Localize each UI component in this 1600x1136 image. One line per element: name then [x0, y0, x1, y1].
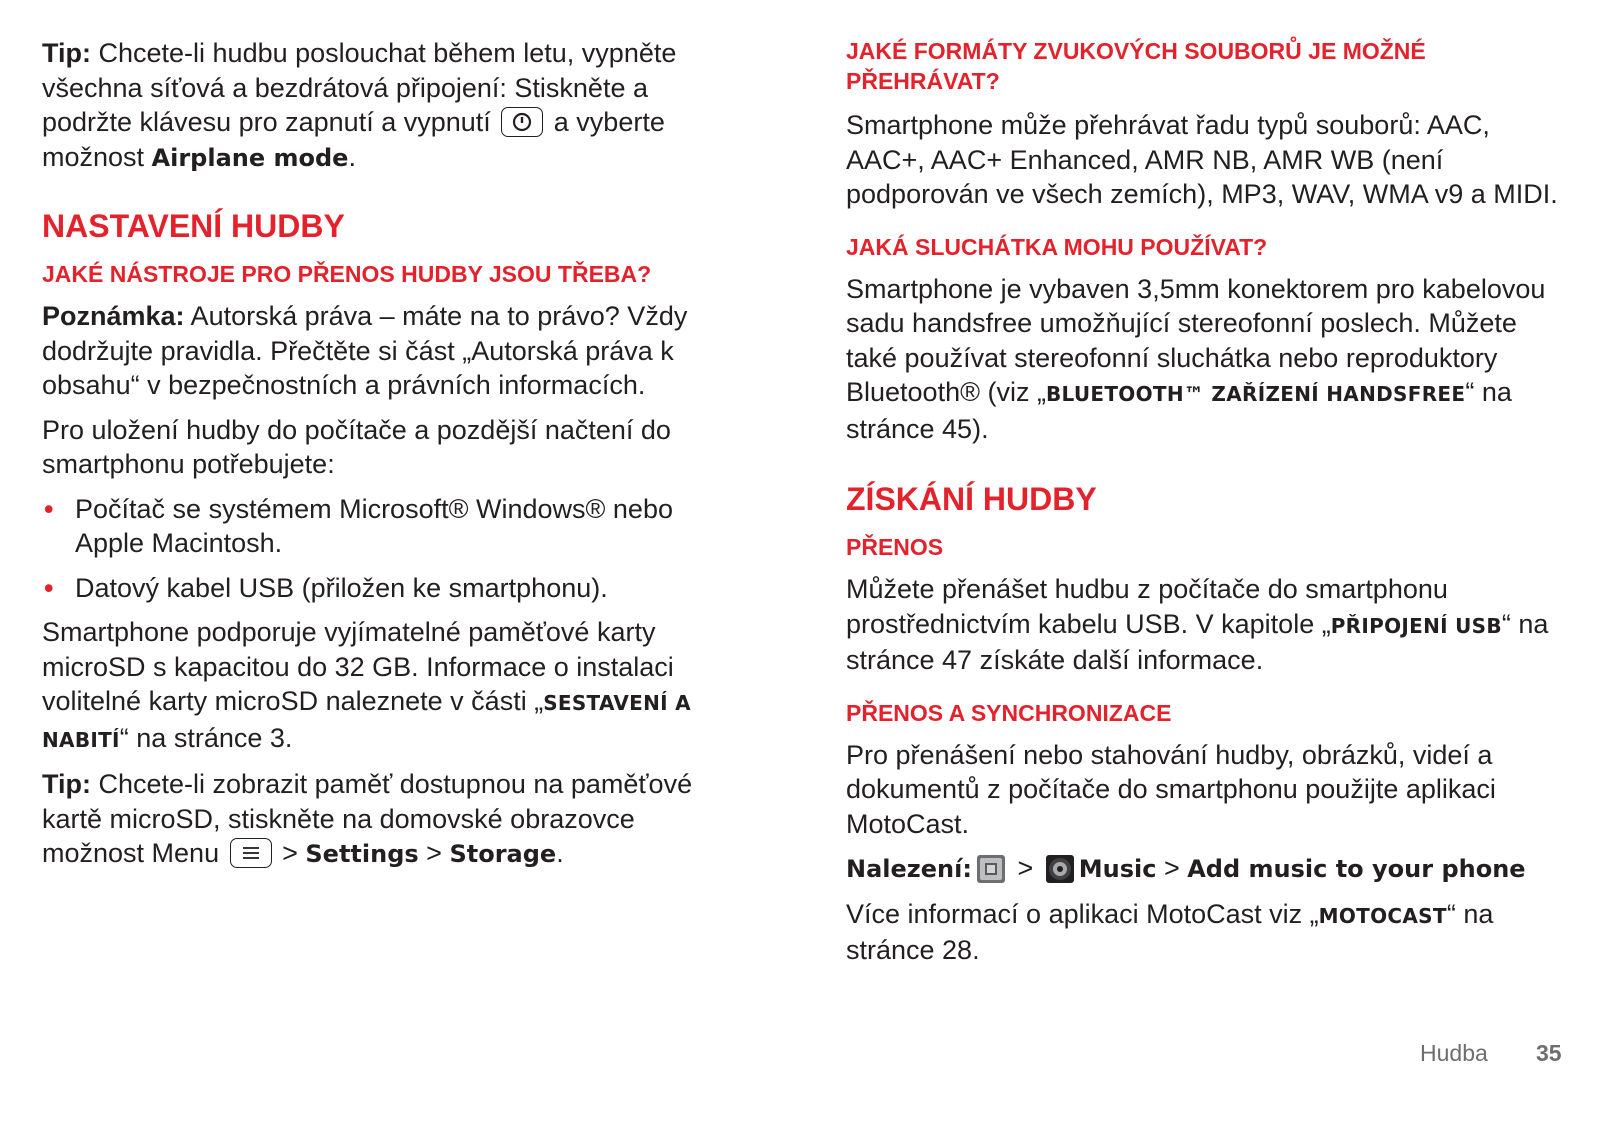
left-column — [42, 36, 742, 872]
bullet-icon: • — [44, 572, 54, 603]
right-column — [846, 36, 1566, 968]
subheading-transfer: PŘENOS — [846, 534, 944, 560]
motocast-paragraph: Více informací o aplikaci MotoCast viz „MOTOCAST“ na stránce 28. — [846, 898, 1494, 965]
list-item: • Datový kabel USB (přiložen ke smartphonu). — [42, 571, 742, 606]
tip-airplane: Tip: Chcete-li hudbu poslouchat během letu, vypněte všechna síťová a bezdrátová připojení: Stiskněte a podržte klávesu pro zapnutí a vypnutí a vyberte možnost Airplane mode. — [42, 38, 677, 172]
subheading-sync: PŘENOS A SYNCHRONIZACE — [846, 699, 1172, 726]
settings-label: Settings — [305, 840, 419, 868]
tip-lead: Tip: — [42, 38, 91, 68]
requirements-list — [42, 492, 742, 606]
find-lead: Nalezení: — [846, 855, 972, 883]
link-bluetooth-handsfree[interactable]: BLUETOOTH™ ZAŘÍZENÍ HANDSFREE — [1045, 382, 1466, 406]
music-label: Music — [1078, 855, 1157, 883]
note-copyright: Poznámka: Autorská práva – máte na to právo? Vždy dodržujte pravidla. Přečtěte si část „Autorská práva k obsahu“ v bezpečnostních a právních informacích. — [42, 301, 688, 400]
sync-paragraph: Pro přenášení nebo stahování hudby, obrázků, videí a dokumentů z počítače do smartphonu použijte aplikaci MotoCast. — [846, 739, 1496, 839]
requirements-intro: Pro uložení hudby do počítače a pozdější načtení do smartphonu potřebujete: — [42, 414, 671, 479]
subheading-formats: JAKÉ FORMÁTY ZVUKOVÝCH SOUBORŮ JE MOŽNÉ PŘEHRÁVAT? — [846, 38, 1426, 94]
list-item: • Počítač se systémem Microsoft® Windows® nebo Apple Macintosh. — [44, 493, 673, 558]
footer-section-label: Hudba — [1420, 1040, 1488, 1066]
find-path: Nalezení: > Music > Add music to your phone — [846, 853, 1526, 883]
link-motocast[interactable]: MOTOCAST — [1318, 903, 1447, 928]
tip-storage: Tip: Chcete-li zobrazit paměť dostupnou na paměťové kartě microSD, stiskněte na domovské obrazovce možnost Menu > Settings > Storage. — [42, 769, 693, 868]
music-app-icon — [1045, 854, 1075, 884]
link-setup-charging[interactable]: SESTAVENÍ A NABITÍ — [42, 691, 691, 752]
subheading-tools: JAKÉ NÁSTROJE PRO PŘENOS HUDBY JSOU TŘEBA? — [42, 261, 652, 287]
page-number: 35 — [1536, 1040, 1562, 1066]
link-usb-connection[interactable]: PŘIPOJENÍ USB — [1330, 613, 1502, 638]
headphones-paragraph: Smartphone je vybaven 3,5mm konektorem pro kabelovou sadu handsfree umožňující stereofonní poslech. Můžete také používat stereofonní sluchátka nebo reproduktory Bluetooth® (viz „BLUETOOTH™ ZAŘÍZENÍ HANDSFREE“ na stránce 45). — [846, 273, 1546, 444]
add-music-label: Add music to your phone — [1187, 855, 1526, 883]
menu-key-icon — [230, 838, 272, 868]
transfer-paragraph: Můžete přenášet hudbu z počítače do smartphonu prostřednictvím kabelu USB. V kapitole „PŘIPOJENÍ USB“ na stránce 47 získáte další informace. — [846, 574, 1549, 675]
section-heading-get-music: ZÍSKÁNÍ HUDBY — [846, 481, 1097, 517]
formats-paragraph: Smartphone může přehrávat řadu typů souborů: AAC, AAC+, AAC+ Enhanced, AMR NB, AMR WB (není podporován ve všech zemích), MP3, WAV, WMA v9 a MIDI. — [846, 110, 1558, 209]
bullet-icon: • — [44, 493, 54, 524]
subheading-headphones: JAKÁ SLUCHÁTKA MOHU POUŽÍVAT? — [846, 233, 1268, 260]
airplane-mode-label: Airplane mode — [151, 143, 349, 172]
apps-launcher-icon — [976, 854, 1006, 884]
power-key-icon — [501, 107, 543, 137]
section-heading-setup: NASTAVENÍ HUDBY — [42, 208, 345, 244]
storage-label: Storage — [449, 840, 557, 868]
microsd-paragraph: Smartphone podporuje vyjímatelné paměťové karty microSD s kapacitou do 32 GB. Informace o instalaci volitelné karty microSD naleznete v části „SESTAVENÍ A NABITÍ“ na stránce 3. — [42, 617, 691, 753]
